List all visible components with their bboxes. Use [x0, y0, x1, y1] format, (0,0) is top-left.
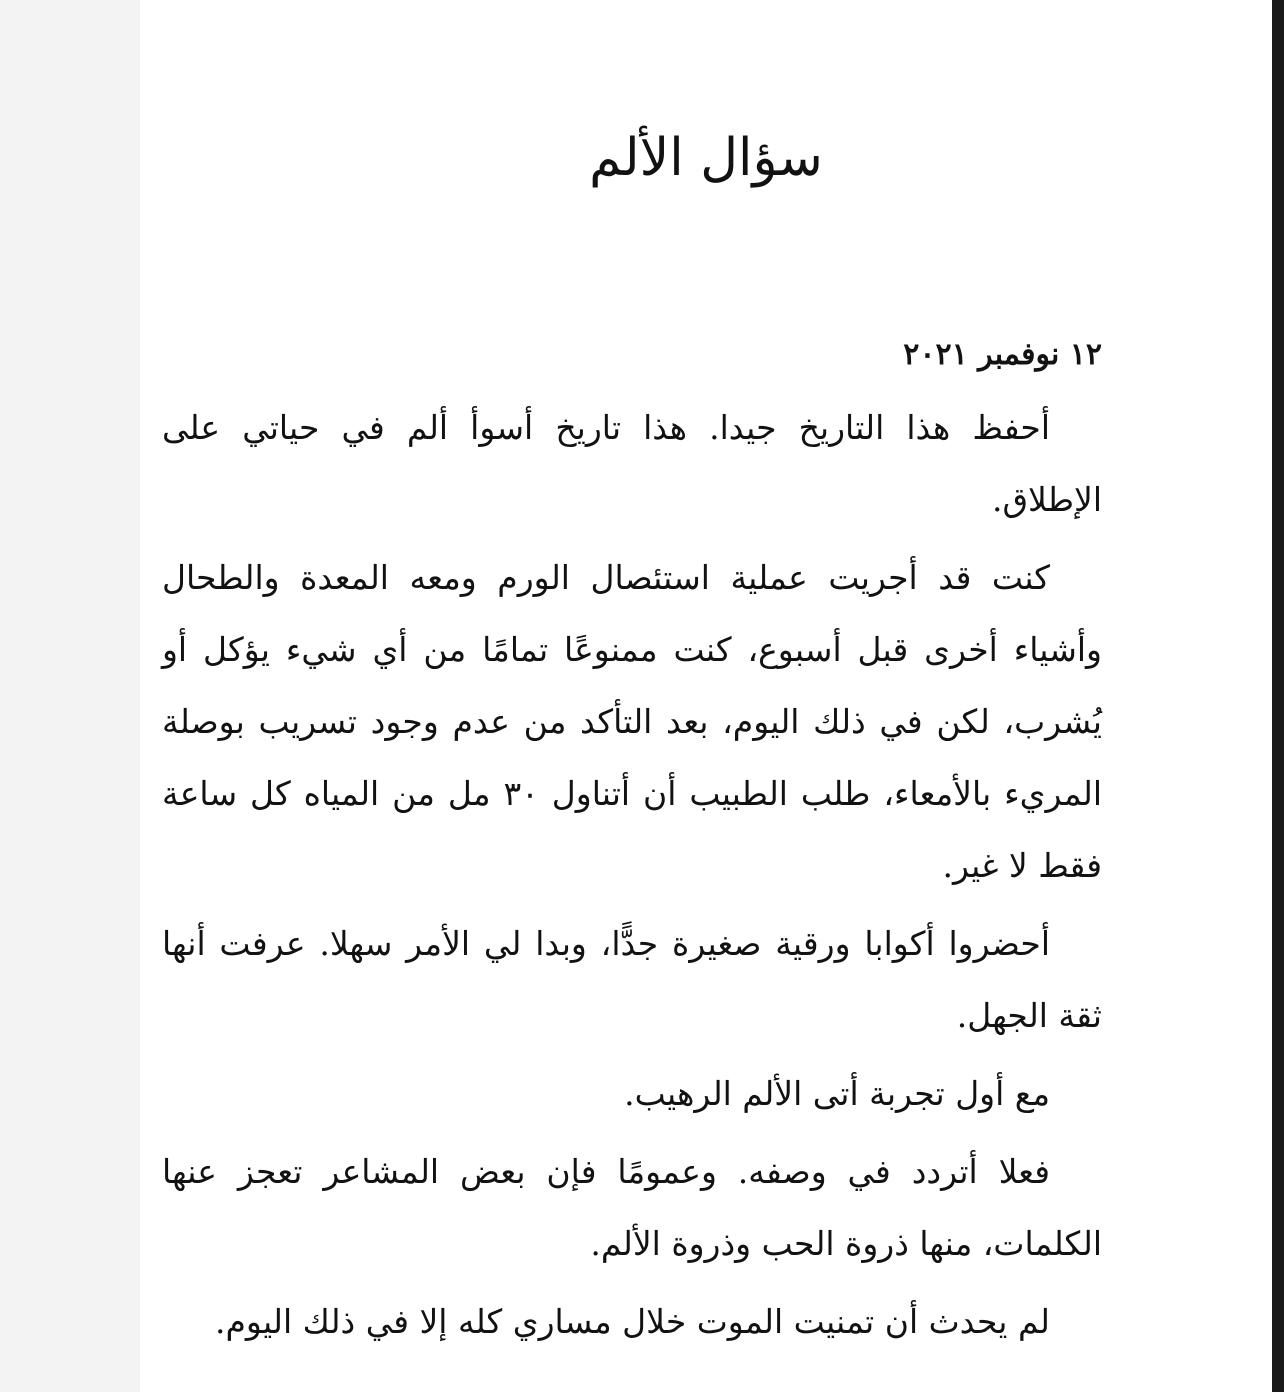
- entry-date: ١٢ نوفمبر ٢٠٢١: [903, 337, 1102, 372]
- chapter-title: سؤال الألم: [589, 128, 823, 188]
- scan-left-margin: [0, 0, 140, 1392]
- paragraph-5: فعلا أتردد في وصفه. وعمومًا فإن بعض المشاعر تعجز عنها الكلمات، منها ذروة الحب وذروة الألم.: [162, 1152, 1102, 1263]
- book-page: [140, 0, 1272, 1392]
- paragraph-4: مع أول تجربة أتى الألم الرهيب.: [624, 1074, 1050, 1113]
- paragraph-1: أحفظ هذا التاريخ جيدا. هذا تاريخ أسوأ ألم في حياتي على الإطلاق.: [162, 408, 1102, 519]
- page-content: [162, 330, 1102, 1364]
- paragraph-2: كنت قد أجريت عملية استئصال الورم ومعه المعدة والطحال وأشياء أخرى قبل أسبوع، كنت ممنوعًا تمامًا من أي شيء يؤكل أو يُشرب، لكن في ذلك اليوم، بعد التأكد من عدم وجود تسريب بوصلة المريء بالأمعاء، طلب الطبيب أن أتناول ٣٠ مل من المياه كل ساعة فقط لا غير.: [162, 558, 1102, 885]
- paragraph-3: أحضروا أكوابا ورقية صغيرة جدًّا، وبدا لي الأمر سهلا. عرفت أنها ثقة الجهل.: [162, 924, 1102, 1035]
- paragraph-6: لم يحدث أن تمنيت الموت خلال مساري كله إلا في ذلك اليوم.: [215, 1302, 1050, 1341]
- scan-right-edge: [1272, 0, 1284, 1392]
